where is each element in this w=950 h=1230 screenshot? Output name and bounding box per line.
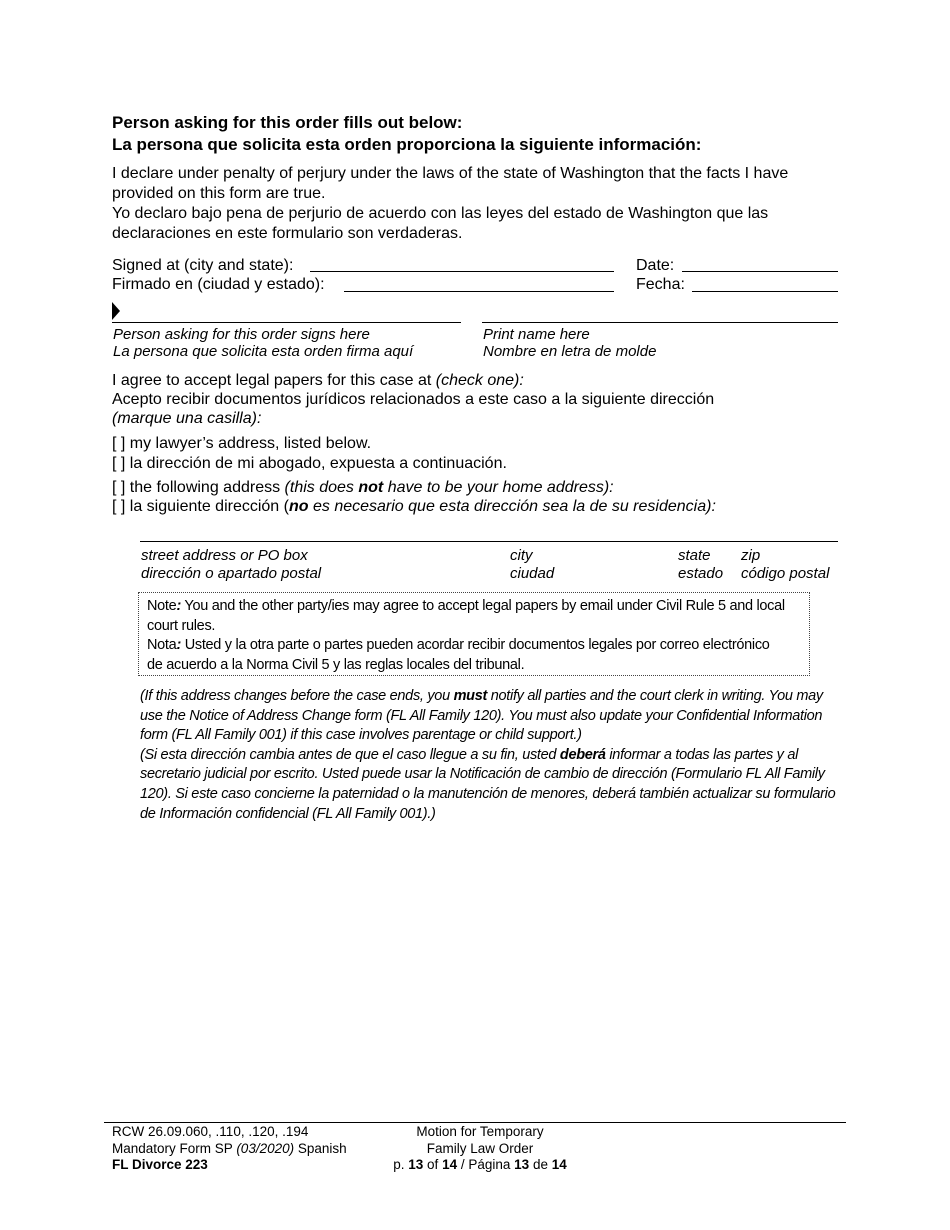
note-box (138, 592, 810, 676)
footer-form-date: (03/2020) (236, 1140, 295, 1156)
state-label-es: estado (678, 565, 724, 582)
declaration (112, 164, 852, 244)
accept-en (112, 371, 524, 391)
option-following-en[interactable] (112, 478, 614, 498)
option-following-en-not: not (358, 479, 384, 496)
note-en-line2: court rules. (147, 617, 216, 634)
state-label-en: state (678, 547, 711, 564)
footer-page-p: p. (393, 1157, 405, 1172)
note-es-colon: : (176, 637, 181, 653)
accept-en-text: I agree to accept legal papers for this case at (112, 372, 432, 389)
note-es-line2: de acuerdo a la Norma Civil 5 y las reglas locales del tribunal. (147, 656, 525, 673)
street-label-es: dirección o apartado postal (141, 565, 322, 582)
heading-es: La persona que solicita esta orden proporciona la siguiente información: (112, 135, 702, 154)
signed-at-field-line-es[interactable] (344, 291, 614, 292)
note-es-label: Nota (147, 637, 177, 653)
zip-label-en: zip (741, 547, 761, 564)
note-en-text1: You and the other party/ies may agree to accept legal papers by email under Civil Rule 5 and local (180, 598, 785, 614)
note-es-line1 (147, 636, 801, 656)
footer-title-line2: Family Law Order (426, 1140, 534, 1156)
footer-page-de: de (532, 1157, 548, 1172)
option-following-es-c: es necesario que esta dirección sea la de su residencia): (312, 498, 716, 515)
footer-page-total: 14 (442, 1157, 458, 1172)
address-change-en (140, 687, 840, 746)
print-name-label-en: Print name here (483, 326, 590, 343)
address-change-en-b: notify all parties and the court clerk in writing. You may use the Notice of Address Change form (FL All Family 120). You must also update your Confidential Information form (FL All Family 001) if this case involves parentage or child support.) (140, 688, 823, 744)
declaration-en-line1: I declare under penalty of perjury under the laws of the state of Washington that the facts I have (112, 165, 789, 182)
accept-es-check-one: (marque una casilla): (112, 410, 262, 427)
street-label-en: street address or PO box (141, 547, 308, 564)
address-change-es-a: (Si esta dirección cambia antes de que el caso llegue a su fin, usted (140, 746, 557, 763)
address-change-en-a: (If this address changes before the case ends, you (140, 688, 450, 704)
footer-page-num: 13 (408, 1157, 424, 1172)
zip-label-es: código postal (741, 565, 830, 582)
footer-page-sep: / Página (460, 1157, 511, 1172)
option-lawyer-en[interactable]: [ ] my lawyer’s address, listed below. (112, 435, 372, 452)
footer-form-id: FL Divorce 223 (112, 1157, 208, 1172)
option-following-es-no: no (288, 498, 309, 515)
address-change-es-b: informar a todas las partes y al secretario judicial por escrito. Usted puede usar la Notificación de cambio de dirección (Formulario FL All Family 120). Si este caso concierne la paternidad o la manutención de menores, deberá también actualizar su formulario de Información confidencial (FL All Family 001).) (140, 746, 836, 822)
note-es-text1: Usted y la otra parte o partes pueden acordar recibir documentos legales por correo electrónico (180, 637, 770, 653)
footer-rule (104, 1122, 846, 1123)
address-change-en-must: must (453, 688, 488, 704)
footer-title-line1: Motion for Temporary (416, 1124, 544, 1139)
footer-left (112, 1124, 347, 1174)
signature-label-es: La persona que solicita esta orden firma aquí (113, 343, 414, 360)
date-field-line-es[interactable] (692, 291, 838, 292)
signed-at-label-en: Signed at (city and state): (112, 257, 294, 274)
option-lawyer-es[interactable]: [ ] la dirección de mi abogado, expuesta a continuación. (112, 455, 507, 472)
footer-page-of: of (427, 1157, 439, 1172)
declaration-es-line2: declaraciones en este formulario son verdaderas. (112, 225, 463, 242)
heading-en: Person asking for this order fills out below: (112, 113, 463, 132)
declaration-en-line2: provided on this form are true. (112, 185, 326, 202)
address-change-es (140, 746, 840, 824)
address-field-line[interactable] (140, 541, 838, 542)
signed-at-field-line-en[interactable] (310, 271, 614, 272)
footer-form-b: Spanish (297, 1140, 347, 1156)
address-change-notice (140, 687, 840, 824)
option-following-es-a: [ ] la siguiente dirección ( (112, 498, 289, 515)
option-following-en-d: have to be your home address): (387, 479, 614, 496)
note-en-label: Note (147, 598, 177, 614)
print-name-line[interactable] (482, 322, 838, 323)
signature-line[interactable] (112, 322, 461, 323)
footer-page-total-es: 14 (551, 1157, 567, 1172)
footer-page-num-es: 13 (514, 1157, 530, 1172)
date-field-line-en[interactable] (682, 271, 838, 272)
signature-label-en: Person asking for this order signs here (113, 326, 370, 343)
date-label-es: Fecha: (636, 276, 685, 293)
footer-page (380, 1157, 580, 1174)
footer-rcw: RCW 26.09.060, .110, .120, .194 (112, 1124, 309, 1139)
option-following-es[interactable] (112, 497, 716, 517)
footer-form (112, 1141, 347, 1158)
address-change-es-debera: deberá (559, 746, 606, 763)
signed-at-label-es: Firmado en (ciudad y estado): (112, 276, 325, 293)
note-en-line1 (147, 597, 801, 617)
footer-center (380, 1124, 580, 1174)
signature-arrow-icon (112, 302, 122, 322)
footer-form-a: Mandatory Form SP (112, 1140, 233, 1156)
accept-en-check-one: (check one): (435, 372, 524, 389)
option-following-en-b: (this does (284, 479, 354, 496)
print-name-label-es: Nombre en letra de molde (483, 343, 657, 360)
option-following-en-a: [ ] the following address (112, 479, 281, 496)
date-label-en: Date: (636, 257, 675, 274)
accept-es-text: Acepto recibir documentos jurídicos relacionados a este caso a la siguiente dirección (112, 391, 715, 408)
city-label-en: city (510, 547, 533, 564)
city-label-es: ciudad (510, 565, 555, 582)
note-en-colon: : (176, 598, 181, 614)
declaration-es-line1: Yo declaro bajo pena de perjurio de acuerdo con las leyes del estado de Washington que las (112, 205, 769, 222)
